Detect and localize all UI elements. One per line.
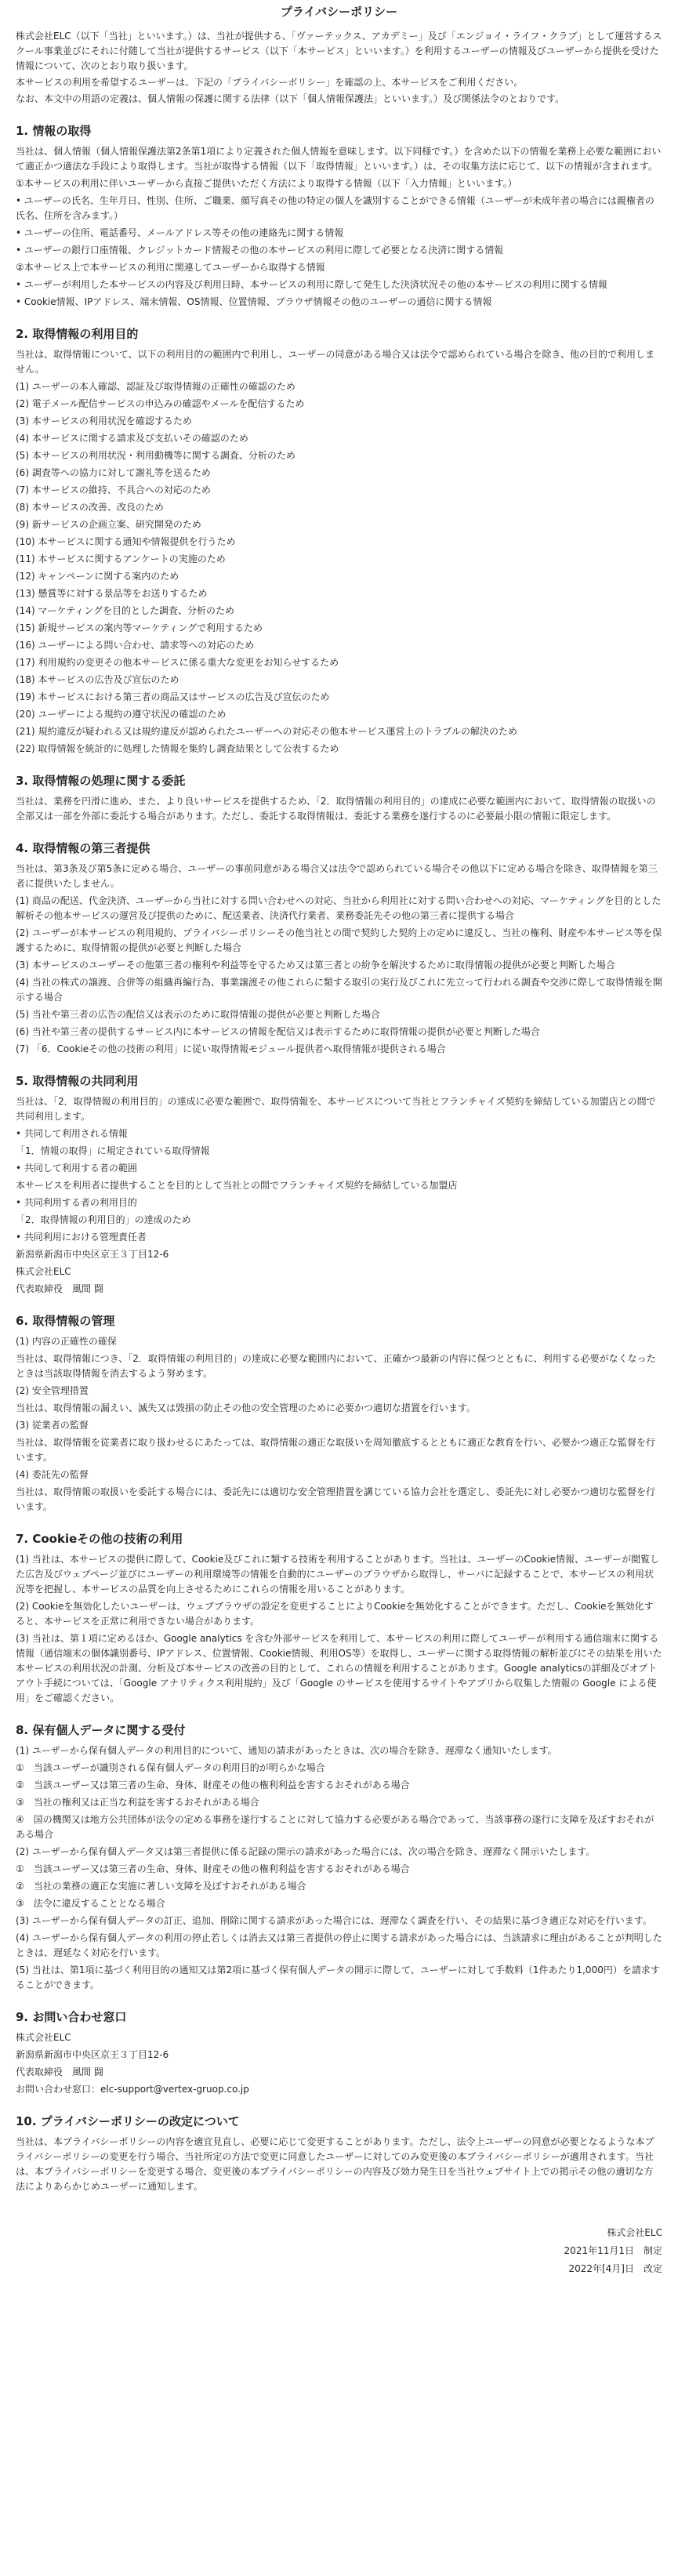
section-text: 当社は、本プライバシーポリシーの内容を適宜見直し、必要に応じて変更することがあります。ただし、法令上ユーザーの同意が必要となるような本プライバシーポリシーの変更を行う場合、当社所定の方法で変更に同意したユーザーに対してのみ変更後の本プライバシーポリシーが適用されます。当社は、本プライバシーポリシーを変更する場合、変更後の本プライバシーポリシーの内容及び効力発生日を当社ウェブサイト上での掲示その他の適切な方法によりあらかじめユーザーに通知します。 xyxy=(16,2136,654,2192)
section-text: (14) マーケティングを目的とした調査、分析のため xyxy=(16,605,235,616)
section-text: 本サービスを利用者に提供することを目的として当社との間でフランチャイズ契約を締結している加盟店 xyxy=(16,1180,458,1191)
section-text: 当社は、取得情報を従業者に取り扱わせるにあたっては、取得情報の適正な取扱いを周知徹底するとともに適正な教育を行い、必要かつ適正な監督を行います。 xyxy=(16,1437,656,1463)
policy-section-3 xyxy=(16,772,662,824)
section-text: • ユーザーの住所、電話番号、メールアドレス等その他の連絡先に関する情報 xyxy=(16,227,344,238)
section-heading: 2. 取得情報の利用目的 xyxy=(16,327,139,341)
section-text: 当社は、取得情報の取扱いを委託する場合には、委託先には適切な安全管理措置を講じている協力会社を選定し、委託先に対し必要かつ適切な監督を行います。 xyxy=(16,1486,656,1512)
section-text: (2) ユーザーが本サービスの利用規約、プライバシーポリシーその他当社との間で契約した契約上の定めに違反し、当社の権利、財産や本サービス等を保護するために、取得情報の提供が必要と判断した場合 xyxy=(16,927,662,953)
section-text: (16) ユーザーによる問い合わせ、請求等への対応のため xyxy=(16,640,255,651)
section-text: ① 当該ユーザーが識別される保有個人データの利用目的が明らかな場合 xyxy=(16,1762,325,1773)
section-text: (4) 委託先の監督 xyxy=(16,1469,89,1480)
policy-section-6 xyxy=(16,1312,662,1515)
section-text: (4) 本サービスに関する請求及び支払いその確認のため xyxy=(16,433,248,444)
intro-paragraph: 本サービスの利用を希望するユーザーは、下記の「プライバシーポリシー」を確認の上、本サービスをご利用ください。 xyxy=(16,77,524,88)
section-text: • 共同利用における管理責任者 xyxy=(16,1232,147,1243)
section-text: 代表取締役 風間 闘 xyxy=(16,2066,103,2077)
page-title: プライバシーポリシー xyxy=(280,5,398,19)
policy-section-2 xyxy=(16,325,662,756)
section-text: 「2．取得情報の利用目的」の達成のため xyxy=(16,1214,191,1225)
closing-block xyxy=(16,2226,662,2277)
section-text: 当社は、個人情報（個人情報保護法第2条第1項により定義された個人情報を意味します。以下同様です。）を含めた以下の情報を業務上必要な範囲において適正かつ適法な手段により取得します。当社が取得する情報（以下「取得情報」といいます。）は、その収集方法に応じて、以下の情報が含まれます。 xyxy=(16,146,662,172)
section-text: (2) ユーザーから保有個人データ又は第三者提供に係る記録の開示の請求があった場合には、次の場合を除き、遅滞なく開示いたします。 xyxy=(16,1846,596,1857)
section-text: 新潟県新潟市中央区京王３丁目12-6 xyxy=(16,2049,169,2060)
section-text: (12) キャンペーンに関する案内のため xyxy=(16,571,179,582)
section-text: (4) ユーザーから保有個人データの利用の停止若しくは消去又は第三者提供の停止に関する請求があった場合には、当該請求に理由があることが判明したときは、遅延なく対応を行います。 xyxy=(16,1932,662,1958)
section-text: (1) 内容の正確性の確保 xyxy=(16,1336,117,1347)
policy-sections xyxy=(16,122,662,2194)
intro xyxy=(16,29,662,107)
policy-section-1 xyxy=(16,122,662,310)
section-text: 当社は、取得情報について、以下の利用目的の範囲内で利用し、ユーザーの同意がある場合又は法令で認められている場合を除き、他の目的で利用しません。 xyxy=(16,349,655,375)
section-text: ②本サービス上で本サービスの利用に関連してユーザーから取得する情報 xyxy=(16,262,325,273)
section-text: (1) 商品の配送、代金決済、ユーザーから当社に対する問い合わせへの対応、当社から利用社に対する問い合わせへの対応、マーケティングを目的とした解析その他本サービスの運営及び提供のために、配送業者、決済代行業者、業務委託先その他の第三者に提供する場合 xyxy=(16,895,662,921)
section-text: (19) 本サービスにおける第三者の商品又はサービスの広告及び宣伝のため xyxy=(16,691,330,702)
section-text: ① 当該ユーザー又は第三者の生命、身体、財産その他の権利利益を害するおそれがある場合 xyxy=(16,1863,410,1874)
policy-section-8 xyxy=(16,1722,662,1993)
section-text: (9) 新サービスの企画立案、研究開発のため xyxy=(16,519,201,530)
section-heading: 6. 取得情報の管理 xyxy=(16,1314,115,1328)
closing-company: 株式会社ELC xyxy=(607,2227,662,2238)
section-text: • 共同して利用する者の範囲 xyxy=(16,1163,137,1174)
section-text: ③ 法令に違反することとなる場合 xyxy=(16,1898,165,1909)
section-text: (22) 取得情報を統計的に処理した情報を集約し調査結果として公表するため xyxy=(16,743,339,754)
section-text: (17) 利用規約の変更その他本サービスに係る重大な変更をお知らせするため xyxy=(16,657,339,668)
section-text: (13) 懸賞等に対する景品等をお送りするため xyxy=(16,588,208,599)
section-text: 当社は、業務を円滑に進め、また、より良いサービスを提供するため、「2．取得情報の利用目的」の達成に必要な範囲内において、取得情報の取扱いの全部又は一部を外部に委託する場合があります。ただし、委託する取得情報は、委託する業務を遂行するのに必要最小限の情報に限定します。 xyxy=(16,796,656,822)
section-text: (15) 新規サービスの案内等マーケティングで利用するため xyxy=(16,622,263,633)
section-text: 株式会社ELC xyxy=(16,1266,71,1277)
section-text: 代表取締役 風間 闘 xyxy=(16,1283,103,1294)
section-heading: 1. 情報の取得 xyxy=(16,124,92,138)
section-text: • Cookie情報、IPアドレス、端末情報、OS情報、位置情報、ブラウザ情報その他のユーザーの通信に関する情報 xyxy=(16,296,492,307)
section-text: (1) 当社は、本サービスの提供に際して、Cookie及びこれに類する技術を利用することがあります。当社は、ユーザーのCookie情報、ユーザーが閲覧した広告及びウェブページ並びにユーザーの利用環境等の情報を自動的にユーザーのブラウザから取得し、サーバに記録することで、本サービスの利用状況等を把握し、本サービスの品質を向上させるためにこれらの情報を用いることがあります。 xyxy=(16,1554,660,1595)
section-text: ③ 当社の権利又は正当な利益を害するおそれがある場合 xyxy=(16,1797,259,1808)
closing-enacted-date: 2021年11月1日 制定 xyxy=(564,2245,662,2256)
policy-section-7 xyxy=(16,1530,662,1706)
section-heading: 7. Cookieその他の技術の利用 xyxy=(16,1532,183,1546)
section-text: 株式会社ELC xyxy=(16,2032,71,2043)
policy-section-4 xyxy=(16,840,662,1057)
section-text: (3) ユーザーから保有個人データの訂正、追加、削除に関する請求があった場合には、遅滞なく調査を行い、その結果に基づき適正な対応を行います。 xyxy=(16,1915,652,1926)
policy-section-9 xyxy=(16,2008,662,2097)
section-text: 当社は、「2．取得情報の利用目的」の達成に必要な範囲で、取得情報を、本サービスについて当社とフランチャイズ契約を締結している加盟店との間で共同利用します。 xyxy=(16,1096,656,1122)
section-text: ④ 国の機関又は地方公共団体が法令の定める事務を遂行することに対して協力する必要がある場合であって、当該事務の遂行に支障を及ぼすおそれがある場合 xyxy=(16,1814,654,1840)
section-text: (20) ユーザーによる規約の遵守状況の確認のため xyxy=(16,709,227,720)
section-text: (6) 当社や第三者の提供するサービス内に本サービスの情報を配信又は表示するために取得情報の提供が必要と判断した場合 xyxy=(16,1026,540,1037)
section-text: (2) 電子メール配信サービスの申込みの確認やメールを配信するため xyxy=(16,398,305,409)
section-text: (11) 本サービスに関するアンケートの実施のため xyxy=(16,553,226,564)
section-text: ② 当該ユーザー又は第三者の生命、身体、財産その他の権利利益を害するおそれがある場合 xyxy=(16,1780,410,1791)
section-text: (3) 本サービスのユーザーその他第三者の権利や利益等を守るため又は第三者との紛争を解決するために取得情報の提供が必要と判断した場合 xyxy=(16,960,615,971)
section-text: • ユーザーの氏名、生年月日、性別、住所、ご職業、顔写真その他の特定の個人を識別することができる情報（ユーザーが未成年者の場合には親権者の氏名、住所を含みます。） xyxy=(16,195,654,221)
section-text: お問い合わせ窓口：elc-support@vertex-gruop.co.jp xyxy=(16,2084,249,2095)
section-heading: 9. お問い合わせ窓口 xyxy=(16,2010,127,2024)
policy-section-5 xyxy=(16,1072,662,1297)
section-heading: 8. 保有個人データに関する受付 xyxy=(16,1723,186,1737)
section-text: 当社は、取得情報の漏えい、滅失又は毀損の防止その他の安全管理のために必要かつ適切な措置を行います。 xyxy=(16,1402,477,1413)
section-text: (1) ユーザーの本人確認、認証及び取得情報の正確性の確認のため xyxy=(16,381,295,392)
section-heading: 3. 取得情報の処理に関する委託 xyxy=(16,774,186,788)
section-text: • ユーザーが利用した本サービスの内容及び利用日時、本サービスの利用に際して発生した決済状況その他の本サービスの利用に関する情報 xyxy=(16,279,607,290)
section-text: (5) 当社は、第1項に基づく利用目的の通知又は第2項に基づく保有個人データの開示に際して、ユーザーに対して手数料（1件あたり1,000円）を請求することができます。 xyxy=(16,1965,660,1990)
section-text: (7) 「6．Cookieその他の技術の利用」に従い取得情報モジュール提供者へ取得情報が提供される場合 xyxy=(16,1043,446,1054)
section-text: 当社は、第3条及び第5条に定める場合、ユーザーの事前同意がある場合又は法令で認められている場合その他以下に定める場合を除き、取得情報を第三者に提供いたしません。 xyxy=(16,863,658,889)
section-text: ①本サービスの利用に伴いユーザーから直接ご提供いただく方法により取得する情報（以下「入力情報」といいます。） xyxy=(16,178,517,189)
section-text: • 共同して利用される情報 xyxy=(16,1128,128,1139)
intro-paragraph: 株式会社ELC（以下「当社」といいます。）は、当社が提供する、「ヴァーテックス、アカデミー」及び「エンジョイ・ライフ・クラブ」として運営するスクール事業並びにそれに付随して当社が提供するサービス（以下「本サービス」といいます。）を利用するユーザーの情報及びユーザーから提供を受けた情報について、次のとおり取り扱います。 xyxy=(16,31,662,71)
section-text: (8) 本サービスの改善、改良のため xyxy=(16,502,164,513)
closing-revised-date: 2022年[4月]日 改定 xyxy=(568,2263,662,2274)
section-text: (4) 当社の株式の譲渡、合併等の組織再編行為、事業譲渡その他これらに類する取引の実行及びこれに先立って行われる調査や交渉に際して取得情報を開示する場合 xyxy=(16,977,662,1003)
section-text: • ユーザーの銀行口座情報、クレジットカード情報その他の本サービスの利用に際して必要となる決済に関する情報 xyxy=(16,245,504,256)
section-text: (1) ユーザーから保有個人データの利用目的について、通知の請求があったときは、次の場合を除き、遅滞なく通知いたします。 xyxy=(16,1745,557,1756)
section-heading: 5. 取得情報の共同利用 xyxy=(16,1074,139,1088)
section-text: (3) 本サービスの利用状況を確認するため xyxy=(16,415,192,426)
section-text: (5) 本サービスの利用状況・利用動機等に関する調査、分析のため xyxy=(16,450,295,461)
section-text: • 共同利用する者の利用目的 xyxy=(16,1197,137,1208)
section-text: (10) 本サービスに関する通知や情報提供を行うため xyxy=(16,536,236,547)
section-text: ② 当社の業務の適正な実施に著しい支障を及ぼすおそれがある場合 xyxy=(16,1881,306,1892)
section-text: (2) Cookieを無効化したいユーザーは、ウェブブラウザの設定を変更することによりCookieを無効化することができます。ただし、Cookieを無効化すると、本サービスを正常に利用できない場合があります。 xyxy=(16,1601,654,1627)
section-text: (3) 従業者の監督 xyxy=(16,1420,89,1431)
intro-paragraph: なお、本文中の用語の定義は、個人情報の保護に関する法律（以下「個人情報保護法」といいます。）及び関係法令のとおりです。 xyxy=(16,93,565,104)
section-text: (3) 当社は、第１項に定めるほか、Google analytics を含む外部サービスを利用して、本サービスの利用に際してユーザーが利用する通信端末に関する情報（通信端末の個体識別番号、IPアドレス、位置情報、Cookie情報、利用OS等）を取得し、ユーザーに関する取得情報の解析並びにその結果を用いた本サービスの利用状況の計測、分析及び本サービスの改善の目的として、これらの情報を利用することがあります。Google analyticsの詳細及びオプトアウト手続については、「Google アナリティクス利用規約」及び「Google のサービスを使用するサイトやアプリから収集した情報の Google による使用」をご確認ください。 xyxy=(16,1633,662,1703)
section-text: (6) 調査等への協力に対して謝礼等を送るため xyxy=(16,467,211,478)
section-text: 「1．情報の取得」に規定されている取得情報 xyxy=(16,1145,210,1156)
policy-section-10 xyxy=(16,2113,662,2194)
section-text: 当社は、取得情報につき、「2．取得情報の利用目的」の達成に必要な範囲内において、正確かつ最新の内容に保つとともに、利用する必要がなくなったときは当該取得情報を消去するよう努めます。 xyxy=(16,1353,656,1379)
section-text: (7) 本サービスの維持、不具合への対応のため xyxy=(16,484,211,495)
section-text: (5) 当社や第三者の広告の配信又は表示のために取得情報の提供が必要と判断した場合 xyxy=(16,1009,380,1020)
section-heading: 10. プライバシーポリシーの改定について xyxy=(16,2114,240,2128)
section-heading: 4. 取得情報の第三者提供 xyxy=(16,841,150,855)
section-text: (2) 安全管理措置 xyxy=(16,1385,89,1396)
section-text: (21) 規約違反が疑われる又は規約違反が認められたユーザーへの対応その他本サービス運営上のトラブルの解決のため xyxy=(16,726,517,737)
section-text: (18) 本サービスの広告及び宣伝のため xyxy=(16,674,179,685)
section-text: 新潟県新潟市中央区京王３丁目12-6 xyxy=(16,1249,169,1260)
